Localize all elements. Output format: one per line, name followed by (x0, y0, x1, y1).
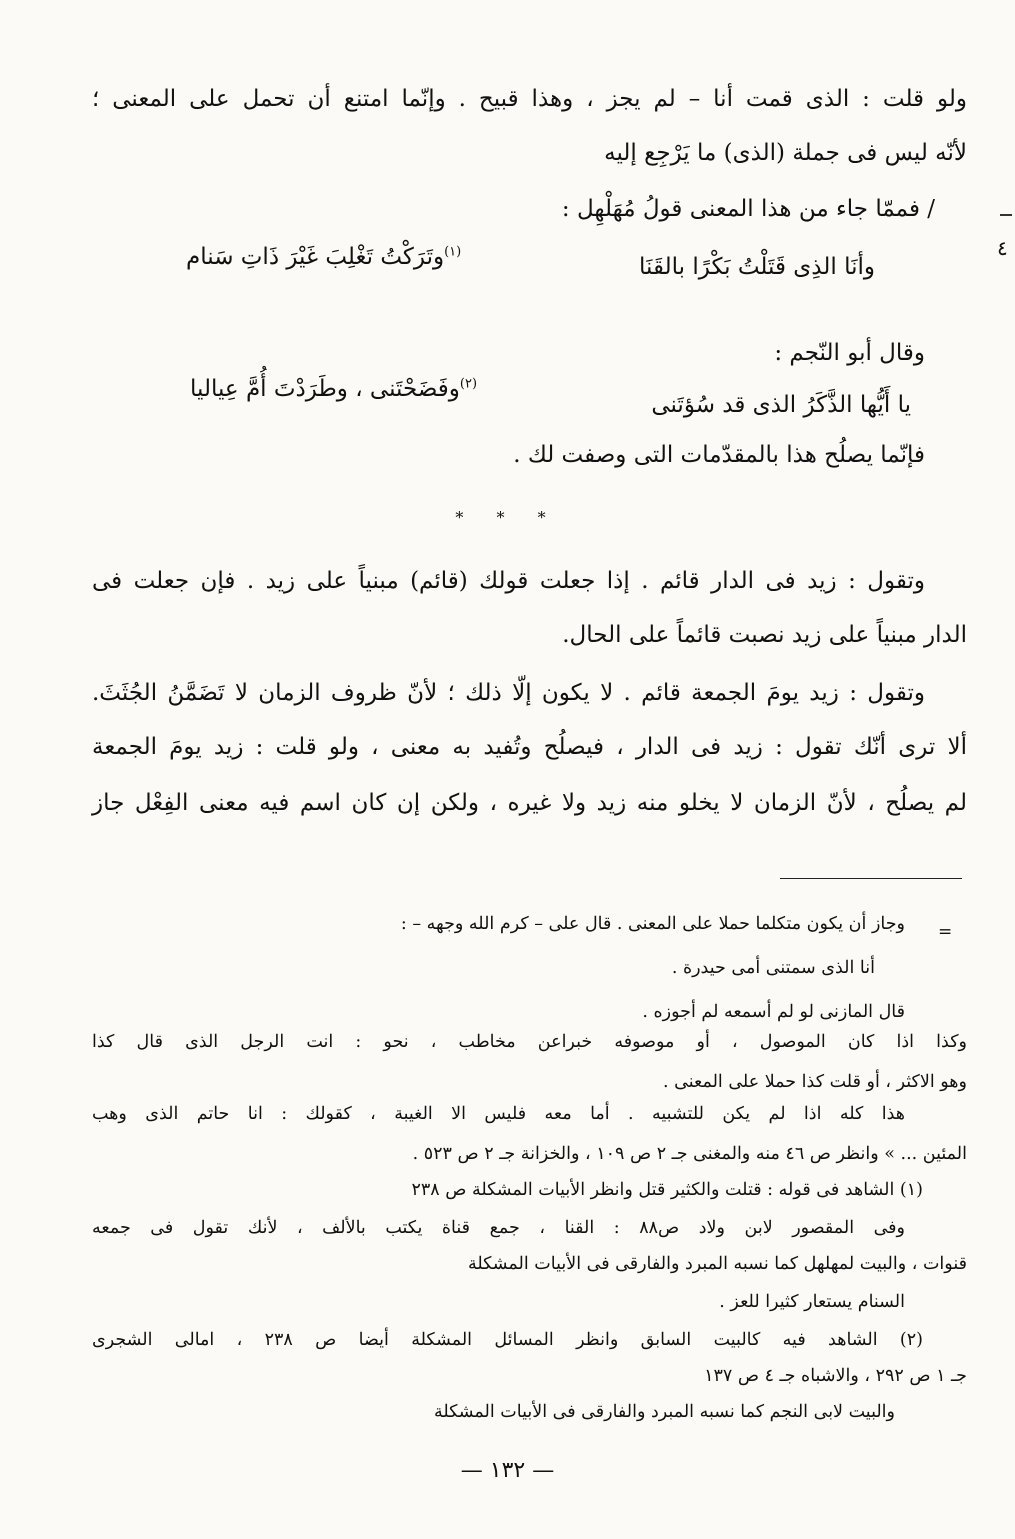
footnote-ref-2: (٢) (459, 376, 478, 392)
verse-1-second-hemistich (186, 244, 461, 272)
footnote-1-line-2: وفى المقصور لابن ولاد ص٨٨ : القنا ، جمع قناة يكتب بالألف ، لأنك تقول فى جمعه (92, 1218, 905, 1238)
paragraph-3: وقال أبو النّجم : (774, 340, 925, 366)
footnote-2-line-1: (٢) الشاهد فيه كالبيت السابق وانظر المسائل المشكلة أيضا ص ٢٣٨ ، امالى الشجرى (92, 1330, 923, 1350)
paragraph-2: / فممّا جاء من هذا المعنى قولُ مُهَلْهِل : (561, 196, 935, 222)
footnote-line-2: أنا الذى سمتنى أمى حيدرة . (671, 958, 875, 978)
footnote-1-line-4: السنام يستعار كثيرا للعز . (719, 1292, 905, 1312)
verse-2-first-hemistich: يا أَيُّها الذَّكَرُ الذى قد سُؤتَنى (651, 392, 911, 418)
paragraph-5-line-1: وتقول : زيد فى الدار قائم . إذا جعلت قولك (قائم) مبنياً على زيد . فإن جعلت فى (92, 568, 925, 594)
footnote-line-4: وكذا اذا كان الموصول ، أو موصوفه خبراعن مخاطب ، نحو : انت الرجل الذى قال كذا (92, 1032, 967, 1052)
footnote-line-5: وهو الاكثر ، أو قلت كذا حملا على المعنى . (663, 1072, 967, 1092)
paragraph-5-line-2: الدار مبنياً على زيد نصبت قائماً على الحال. (562, 622, 967, 648)
margin-page-marker: ٤ (997, 236, 1008, 260)
footnote-line-7: المئين ... » وانظر ص ٤٦ منه والمغنى جـ ٢ ص ١٠٩ ، والخزانة جـ ٢ ص ٥٢٣ . (412, 1144, 967, 1164)
margin-line (1000, 214, 1012, 216)
footnote-1-line-1: (١) الشاهد فى قوله : قتلت والكثير قتل وانظر الأبيات المشكلة ص ٢٣٨ (411, 1180, 923, 1200)
paragraph-1-line-1: ولو قلت : الذى قمت أنا – لم يجز ، وهذا قبيح . وإنّما امتنع أن تحمل على المعنى ؛ (92, 86, 967, 112)
paragraph-6-line-3: لم يصلُح ، لأنّ الزمان لا يخلو منه زيد ولا غيره ، ولكن إن كان اسم فيه معنى الفِعْل جاز (92, 790, 967, 816)
footnote-ref-1: (١) (444, 244, 462, 260)
page-number: — ١٣٢ — (460, 1458, 555, 1483)
paragraph-6-line-2: ألا ترى أنّك تقول : زيد فى الدار ، فيصلُح وتُفيد به معنى ، ولو قلت : زيد يومَ الجمعة (92, 734, 967, 760)
footnote-line-1: وجاز أن يكون متكلما حملا على المعنى . قال على – كرم الله وجهه – : (400, 914, 905, 934)
section-divider-stars: * * * (455, 508, 560, 527)
footnote-separator (780, 878, 962, 879)
continuation-mark: = (938, 922, 953, 942)
paragraph-4: فإنّما يصلُح هذا بالمقدّمات التى وصفت لك . (513, 442, 925, 468)
footnote-2-line-3: والبيت لابى النجم كما نسبه المبرد والفارقى فى الأبيات المشكلة (433, 1402, 895, 1422)
verse-2-second-text: وفَضَحْتَنى ، وطَرَدْتَ أُمَّ عِياليا (190, 376, 460, 402)
paragraph-1-line-2: لأنّه ليس فى جملة (الذى) ما يَرْجِع إليه (604, 140, 967, 166)
footnote-line-6: هذا كله اذا لم يكن للتشبيه . أما معه فليس الا الغيبة ، كقولك : انا حاتم الذى وهب (92, 1104, 905, 1124)
verse-2-second-hemistich (190, 376, 477, 404)
footnote-line-3: قال المازنى لو لم أسمعه لم أجوزه . (642, 1002, 905, 1022)
verse-1-second-text: وتَرَكْتُ تَغْلِبَ غَيْرَ ذَاتِ سَنام (186, 244, 445, 270)
verse-1-first-hemistich: وأنَا الذِى قَتَلْتُ بَكْرًا بالقَنَا (639, 254, 875, 280)
footnote-2-line-2: جـ ١ ص ٢٩٢ ، والاشباه جـ ٤ ص ١٣٧ (704, 1366, 967, 1386)
footnote-1-line-3: قنوات ، والبيت لمهلهل كما نسبه المبرد والفارقى فى الأبيات المشكلة (467, 1254, 967, 1274)
paragraph-6-line-1: وتقول : زيد يومَ الجمعة قائم . لا يكون إلّا ذلك ؛ لأنّ ظروف الزمان لا تَضَمَّنُ الجُثَثَ. (92, 680, 925, 706)
